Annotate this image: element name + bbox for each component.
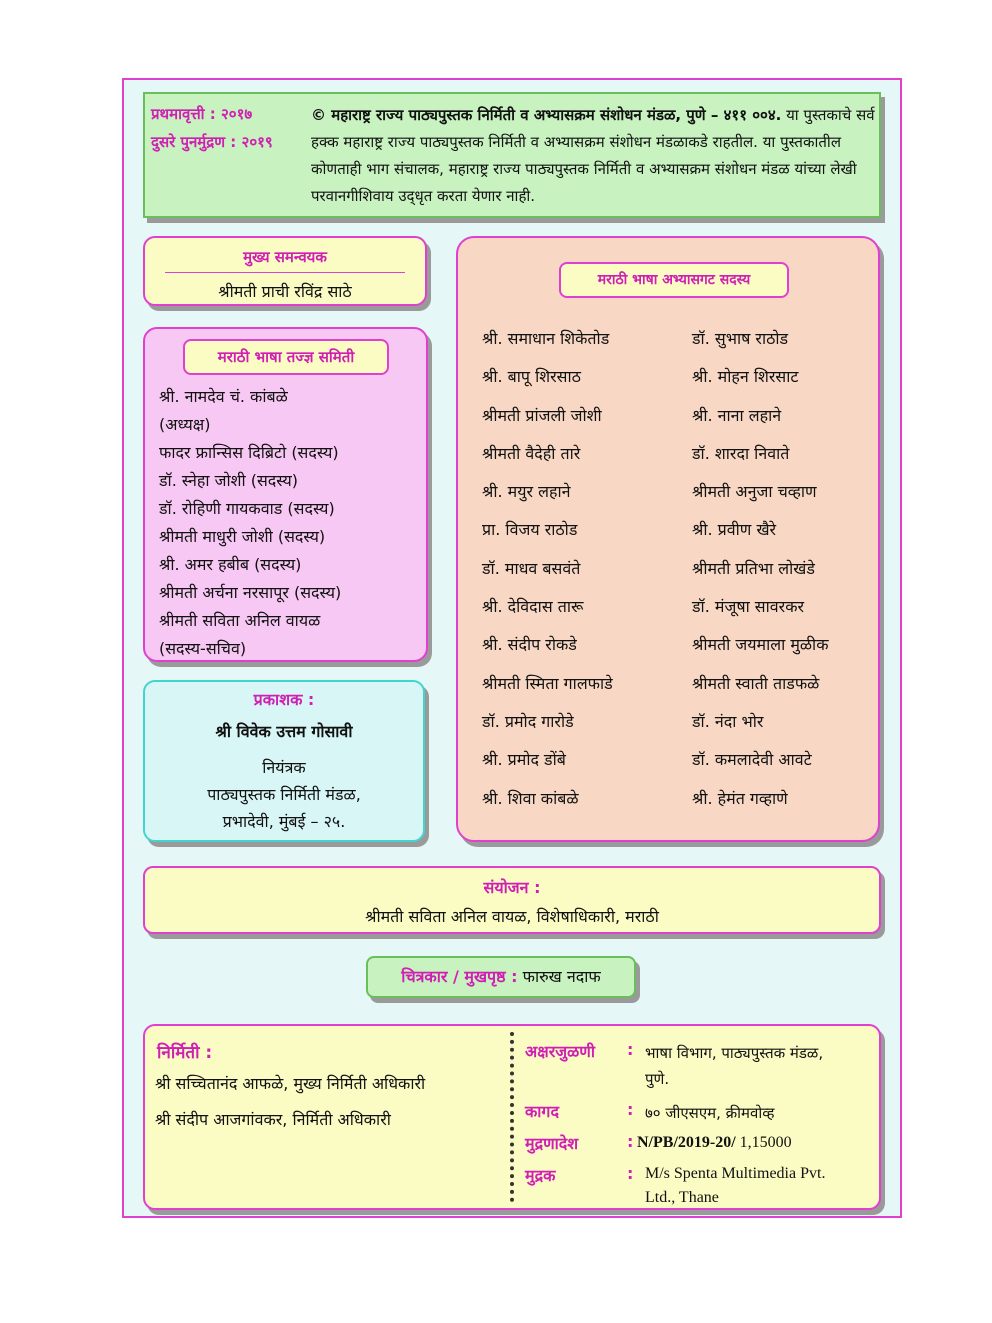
printer-label: मुद्रक (525, 1166, 556, 1185)
list-item: श्री. हेमंत गव्हाणे (692, 788, 788, 808)
list-item: प्रा. विजय राठोड (482, 520, 578, 540)
list-item: (अध्यक्ष) (159, 415, 211, 434)
list-item: श्रीमती स्वाती ताडफळे (692, 673, 820, 693)
colon: : (627, 1100, 634, 1119)
publisher-details (145, 754, 423, 835)
list-item: श्री. समाधान शिकेतोड (482, 329, 610, 348)
rights-paragraph: या पुस्तकाचे सर्व हक्क महाराष्ट्र राज्य पाठ्यपुस्तक निर्मिती व अभ्यासक्रम संशोधन मंडळाकडे राहतील. या पुस्तकातील कोणताही भाग संचालक, महाराष्ट्र राज्य पाठ्यपुस्तक निर्मिती व अभ्यासक्रम संशोधन मंडळ यांच्या लेखी परवानगीशिवाय उद्‍धृत करता येणार नाही. (311, 106, 875, 205)
typesetting-value-line-2: पुणे. (645, 1070, 670, 1088)
printer-value-line-2: Ltd., Thane (645, 1189, 719, 1206)
divider (165, 272, 405, 273)
list-item: श्रीमती माधुरी जोशी (सदस्य) (159, 527, 326, 546)
list-item: श्री. नाना लहाने (692, 405, 782, 425)
list-item: डॉ. सुभाष राठोड (692, 329, 789, 348)
expert-committee-title: मराठी भाषा तज्ज्ञ समिती (183, 339, 389, 375)
colon: : (627, 1164, 634, 1183)
illustrator-name: फारुख नदाफ (522, 967, 601, 986)
list-item: श्रीमती अनुजा चव्हाण (692, 482, 817, 502)
list-item: डॉ. मंजूषा सावरकर (692, 597, 805, 617)
print-order-value (637, 1130, 792, 1156)
paper-value: ७० जीएसएम, क्रीमवोव्ह (645, 1104, 775, 1122)
print-order-label: मुद्रणादेश (525, 1134, 579, 1153)
study-group-column-2 (692, 326, 829, 824)
list-item: श्रीमती स्मिता गालफाडे (482, 673, 613, 693)
list-item: श्रीमती वैदेही तारे (482, 443, 581, 463)
list-item: श्री. मयुर लहाने (482, 482, 571, 502)
list-item: श्रीमती प्रतिभा लोखंडे (692, 558, 815, 578)
list-item: डॉ. स्नेहा जोशी (सदस्य) (159, 471, 299, 490)
list-item: श्री. संदीप रोकडे (482, 635, 577, 655)
list-item: श्रीमती जयमाला मुळीक (692, 635, 829, 655)
expert-committee-list (159, 383, 425, 663)
illustrator-box (366, 956, 636, 998)
list-item: डॉ. शारदा निवाते (692, 443, 790, 463)
printer-value (645, 1162, 825, 1210)
coordination-box (143, 866, 881, 934)
dotted-divider (510, 1032, 514, 1202)
chief-coordinator-title: मुख्य समन्वयक (243, 248, 327, 266)
typesetting-value (645, 1040, 823, 1092)
paper-label: कागद (525, 1102, 559, 1121)
production-title: निर्मिती : (157, 1043, 213, 1063)
chief-coordinator-box (143, 236, 427, 306)
print-order-quantity: 1,15000 (739, 1134, 792, 1151)
list-item: फादर फ्रान्सिस दिब्रिटो (सदस्य) (159, 443, 339, 462)
list-item: श्रीमती अर्चना नरसापूर (सदस्य) (159, 583, 342, 602)
list-item: श्री. देविदास तारू (482, 597, 584, 617)
chief-coordinator-name: श्रीमती प्राची रविंद्र साठे (218, 282, 352, 301)
list-item: श्री. बापू शिरसाठ (482, 367, 581, 387)
copyright-line: © महाराष्ट्र राज्य पाठ्यपुस्तक निर्मिती व अभ्यासक्रम संशोधन मंडळ, पुणे – ४११ ००४. (311, 106, 782, 124)
print-order-code: N/PB/2019-20/ (637, 1134, 736, 1151)
study-group-box (456, 236, 880, 842)
list-item: श्री. प्रमोद डोंबे (482, 750, 566, 770)
list-item: डॉ. प्रमोद गारोडे (482, 711, 574, 731)
list-item: डॉ. रोहिणी गायकवाड (सदस्य) (159, 499, 335, 518)
typesetting-label: अक्षरजुळणी (525, 1042, 595, 1061)
rights-text (311, 102, 877, 210)
colon: : (627, 1132, 634, 1151)
coordination-name: श्रीमती सविता अनिल वायळ, विशेषाधिकारी, मराठी (365, 907, 659, 926)
illustrator-label: चित्रकार / मुखपृष्ठ : (401, 967, 518, 986)
publisher-box (143, 680, 425, 842)
list-item: (सदस्य-सचिव) (159, 639, 247, 658)
list-item: श्रीमती प्रांजली जोशी (482, 405, 602, 425)
study-group-column-1 (482, 326, 613, 824)
list-item: श्री. मोहन शिरसाट (692, 367, 799, 387)
publisher-address: प्रभादेवी, मुंबई – २५. (222, 812, 346, 831)
colon: : (627, 1040, 634, 1059)
list-item: श्री. प्रवीण खैरे (692, 520, 777, 540)
list-item: श्री. शिवा कांबळे (482, 788, 579, 808)
production-person-2: श्री संदीप आजगांवकर, निर्मिती अधिकारी (155, 1110, 391, 1129)
study-group-title: मराठी भाषा अभ्यासगट सदस्य (559, 262, 789, 298)
publisher-designation: नियंत्रक (262, 758, 306, 777)
expert-committee-box (143, 327, 428, 662)
coordination-title: संयोजन : (483, 878, 541, 897)
publisher-name: श्री विवेक उत्तम गोसावी (215, 722, 353, 741)
list-item: श्रीमती सविता अनिल वायळ (159, 611, 321, 630)
production-person-1: श्री सच्चितानंद आफळे, मुख्य निर्मिती अधिकारी (155, 1074, 426, 1093)
list-item: श्री. नामदेव चं. कांबळे (159, 387, 288, 406)
typesetting-value-line-1: भाषा विभाग, पाठ्यपुस्तक मंडळ, (645, 1044, 824, 1062)
printer-value-line-1: M/s Spenta Multimedia Pvt. (645, 1165, 826, 1182)
list-item: डॉ. माधव बसवंते (482, 558, 581, 578)
production-box (143, 1024, 881, 1210)
publisher-title: प्रकाशक : (253, 690, 315, 709)
first-edition: प्रथमावृत्ती : २०१७ (151, 105, 253, 123)
reprint-edition: दुसरे पुनर्मुद्रण : २०१९ (151, 133, 273, 151)
list-item: डॉ. नंदा भोर (692, 711, 764, 731)
list-item: डॉ. कमलादेवी आवटे (692, 750, 812, 770)
copyright-block (143, 92, 881, 218)
list-item: श्री. अमर हबीब (सदस्य) (159, 555, 302, 574)
publisher-office: पाठ्यपुस्तक निर्मिती मंडळ, (207, 785, 361, 804)
